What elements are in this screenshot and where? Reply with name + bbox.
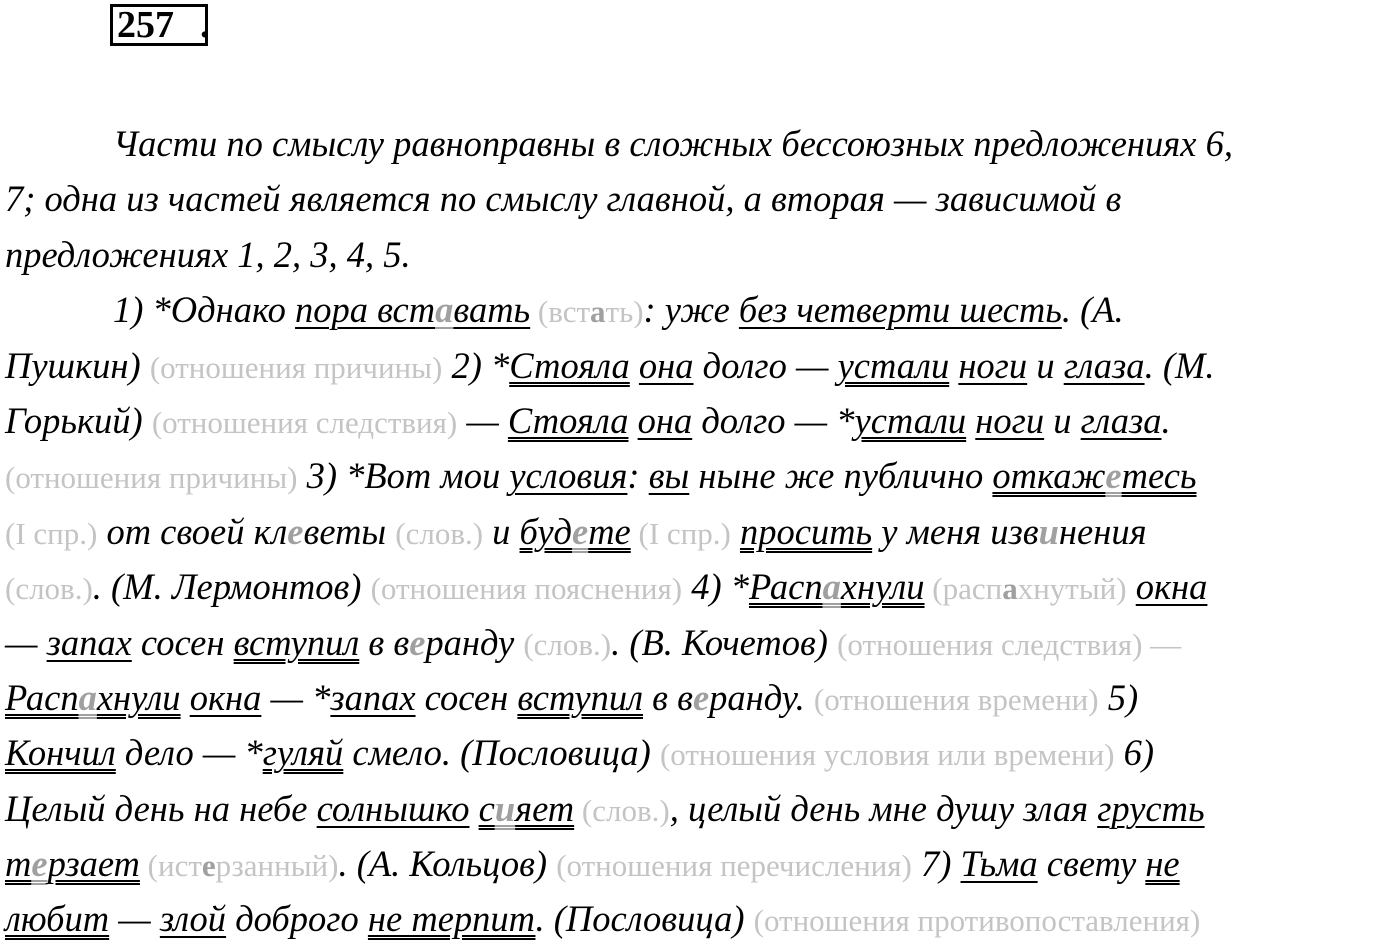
text-segment: (отношения перечисления) (556, 848, 912, 884)
text-segment: а (1002, 571, 1018, 607)
text-segment (181, 677, 190, 718)
text-line (5, 171, 1400, 226)
text-line (5, 725, 1400, 780)
text-segment: е (409, 621, 426, 663)
text-segment: те (588, 510, 631, 552)
text-segment: Стояла (507, 399, 629, 441)
text-segment: а (78, 676, 97, 718)
text-segment (1127, 566, 1136, 607)
text-segment: окна (1135, 566, 1208, 608)
text-segment: — * (261, 676, 331, 718)
text-segment: Целый день на небе (5, 787, 317, 829)
text-segment: нения (1058, 510, 1147, 552)
text-segment: — (457, 399, 508, 441)
text-segment: глаза (1063, 344, 1145, 386)
text-segment: 1) *Однако (113, 289, 296, 331)
text-segment: от своей кл (97, 510, 288, 552)
text-line (5, 116, 1400, 171)
text-segment: с (478, 787, 495, 829)
text-segment: е (201, 848, 216, 884)
text-segment: она (638, 344, 694, 386)
text-segment: (I спр.) (630, 515, 731, 551)
text-segment: и (1027, 344, 1064, 386)
text-segment: ныне же публично (689, 455, 993, 497)
text-line (5, 559, 1400, 614)
text-segment: а (822, 566, 841, 608)
text-segment: дело — * (115, 732, 263, 774)
text-segment: вы (648, 455, 690, 497)
text-segment: : (627, 455, 649, 497)
text-segment: . (1161, 399, 1171, 441)
text-segment: вать (453, 289, 531, 331)
text-segment: рзанный) (215, 848, 339, 884)
text-segment: грусть (1097, 787, 1205, 829)
text-segment (966, 400, 975, 441)
text-segment: и (483, 510, 520, 552)
text-segment: 3) *Вот мои (297, 455, 510, 497)
text-segment: 7; одна из частей является по смыслу главной, а вторая — зависимой в (5, 178, 1122, 220)
text-segment: и (1044, 399, 1081, 441)
text-segment: смело. (Пословица) (343, 732, 660, 774)
text-segment: ноги (958, 344, 1028, 386)
text-segment: хнули (840, 566, 925, 608)
text-segment: е (692, 676, 710, 718)
text-segment: в в (643, 676, 693, 718)
text-segment: . (А. (1061, 289, 1124, 331)
text-segment: гуляй (262, 732, 344, 774)
text-segment: ранду. (709, 676, 814, 718)
text-segment: в в (359, 621, 410, 663)
text-segment: 5) (1098, 676, 1139, 718)
text-line (5, 393, 1400, 448)
text-segment: долго — (693, 344, 838, 386)
text-segment: веты (303, 510, 396, 552)
text-line (5, 504, 1400, 559)
text-segment: (слов.) (395, 515, 484, 551)
text-line (5, 227, 1400, 282)
text-segment: (отношения причины) (149, 349, 443, 385)
text-segment: а (435, 289, 454, 331)
exercise-answer-text (5, 116, 1400, 947)
text-segment: солнышко (316, 787, 470, 829)
text-segment: устали (854, 399, 967, 441)
text-segment: сосен (415, 676, 518, 718)
text-segment: рзает (47, 843, 140, 885)
text-segment: — (109, 898, 160, 940)
text-segment: Кончил (5, 732, 116, 774)
exercise-number: 257 (117, 4, 174, 46)
text-segment (628, 400, 637, 441)
text-segment: буд (519, 510, 572, 552)
text-segment: хнутый) (1017, 571, 1127, 607)
text-segment: условия (509, 455, 628, 497)
text-segment: пора вст (295, 289, 436, 331)
text-segment: Тьма (960, 843, 1038, 885)
text-segment (731, 511, 740, 552)
text-segment: (вст (530, 294, 591, 330)
text-segment: т (5, 843, 32, 885)
text-segment: 7) (911, 843, 961, 885)
text-segment: е (287, 510, 304, 552)
text-segment: окна (189, 676, 262, 718)
exercise-number-dot: . (200, 4, 210, 46)
text-segment: без четверти шесть (738, 289, 1062, 331)
text-segment: доброго (226, 898, 368, 940)
text-segment: запах (330, 676, 416, 718)
text-segment: предложениях 1, 2, 3, 4, 5. (5, 233, 411, 275)
text-segment: яет (515, 787, 575, 829)
text-line (5, 781, 1400, 836)
text-segment: 2) * (442, 344, 510, 386)
text-segment: е (571, 510, 589, 552)
text-segment (630, 345, 639, 386)
text-segment: не (1145, 843, 1180, 885)
text-segment: у меня изв (872, 510, 1039, 552)
text-line (5, 891, 1400, 946)
text-segment: тесь (1121, 455, 1197, 497)
text-segment: : уже (643, 289, 739, 331)
text-segment: (отношения причины) (5, 460, 298, 496)
text-segment: — (5, 621, 47, 663)
text-line (5, 448, 1400, 503)
text-segment: и (1038, 510, 1059, 552)
text-segment: вступил (517, 676, 644, 718)
text-segment: злой (159, 898, 227, 940)
text-segment: . (А. Кольцов) (338, 843, 557, 885)
text-segment: (отношения противопоставления) (753, 903, 1201, 939)
text-segment: Пушкин) (5, 344, 150, 386)
text-segment: Горький) (5, 399, 152, 441)
text-segment: она (637, 399, 693, 441)
text-segment: (слов.) (523, 626, 612, 662)
text-segment: (отношения следствия) (151, 404, 458, 440)
text-segment: долго — * (692, 399, 855, 441)
text-line (5, 615, 1400, 670)
text-segment: а (590, 294, 606, 330)
text-segment: Стояла (509, 344, 630, 386)
text-line (5, 670, 1400, 725)
text-segment: свету (1037, 843, 1146, 885)
text-segment: Части по смыслу равноправны в сложных бессоюзных предложениях 6, (113, 123, 1233, 164)
text-segment: (I спр.) (5, 515, 98, 551)
text-line (5, 338, 1400, 393)
text-segment: вступил (233, 621, 360, 663)
text-segment: е (1105, 455, 1122, 497)
text-segment: откаж (992, 455, 1106, 497)
text-segment: 4) * (682, 566, 749, 608)
text-segment: сосен (131, 621, 234, 663)
text-segment: (отношения условия или времени) (659, 737, 1115, 773)
text-segment: (отношения следствия) — (837, 626, 1182, 662)
text-segment: (ист (139, 848, 202, 884)
text-segment: и (494, 787, 516, 829)
text-segment: (слов.) (5, 571, 93, 607)
text-segment: (отношения пояснения) (370, 571, 683, 607)
text-segment: (расп (924, 571, 1003, 607)
text-segment: Расп (748, 566, 823, 608)
text-segment: ноги (975, 399, 1045, 441)
text-segment: просить (739, 510, 873, 552)
text-line (5, 282, 1400, 337)
text-segment: хнули (96, 676, 181, 718)
text-segment: (слов.) (574, 792, 670, 828)
text-segment: Расп (5, 676, 79, 718)
text-segment: глаза (1080, 399, 1162, 441)
text-segment: устали (837, 344, 950, 386)
text-segment: запах (46, 621, 132, 663)
text-segment: 6) (1114, 732, 1155, 774)
text-segment: (отношения времени) (813, 681, 1099, 717)
text-segment: , целый день мне душу злая (669, 787, 1098, 829)
text-line (5, 836, 1400, 891)
text-segment: . (М. (1144, 344, 1215, 386)
text-segment: ранду (425, 621, 524, 663)
text-segment: любит (5, 898, 110, 940)
text-segment: . (М. Лермонтов) (92, 566, 371, 608)
text-segment (949, 345, 958, 386)
text-segment: не терпит (367, 898, 536, 940)
text-segment: ть) (605, 294, 644, 330)
text-segment: . (Пословица) (535, 898, 754, 940)
text-segment: е (31, 843, 48, 885)
text-segment: . (В. Кочетов) (611, 621, 838, 663)
text-segment (469, 788, 478, 829)
